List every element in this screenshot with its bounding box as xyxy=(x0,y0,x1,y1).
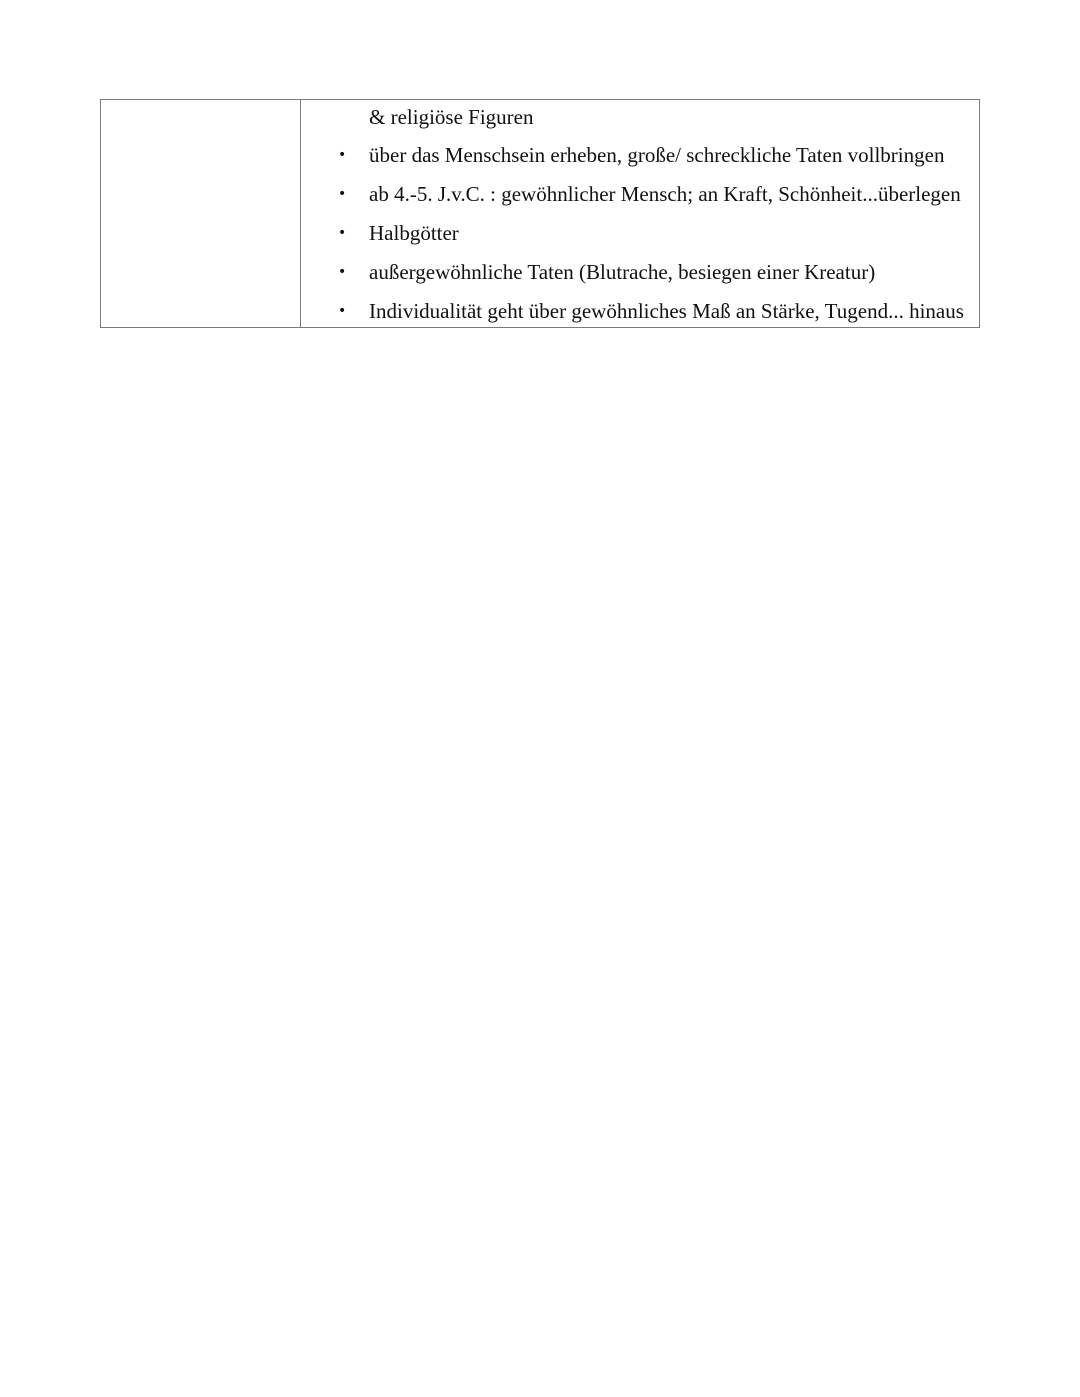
bullet-icon: • xyxy=(338,264,347,280)
list-item-text: Individualität geht über gewöhnliches Maß an Stärke, Tugend... hinaus xyxy=(369,299,964,323)
list-item-text: Halbgötter xyxy=(369,221,459,245)
bullet-icon: • xyxy=(338,186,347,202)
table-right-cell xyxy=(301,100,979,327)
list-item xyxy=(301,257,979,287)
bullet-icon: • xyxy=(338,225,347,241)
list-item-text: ab 4.-5. J.v.C. : gewöhnlicher Mensch; an Kraft, Schönheit...überlegen xyxy=(369,182,961,206)
table-left-cell xyxy=(101,100,301,327)
continuation-line xyxy=(301,102,979,132)
list-item-text: außergewöhnliche Taten (Blutrache, besiegen einer Kreatur) xyxy=(369,260,876,284)
list-item xyxy=(301,140,979,170)
list-item xyxy=(301,296,979,326)
bullet-icon: • xyxy=(338,303,347,319)
document-table xyxy=(100,99,980,328)
list-item xyxy=(301,179,979,209)
list-item xyxy=(301,218,979,248)
continuation-text: & religiöse Figuren xyxy=(369,105,534,129)
list-item-text: über das Menschsein erheben, große/ schreckliche Taten vollbringen xyxy=(369,143,945,167)
bullet-icon: • xyxy=(338,147,347,163)
